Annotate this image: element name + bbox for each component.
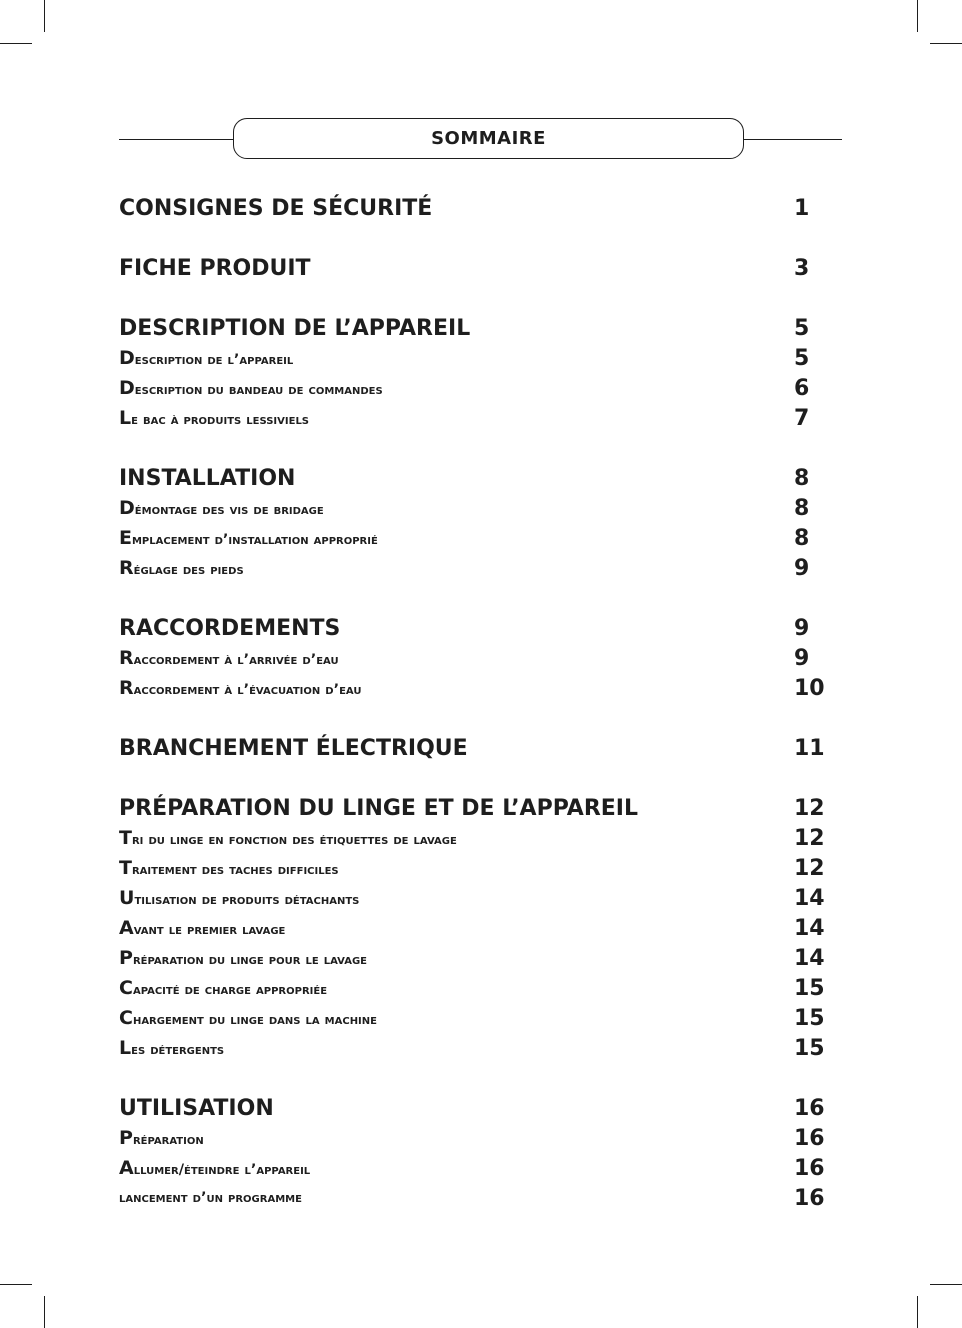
entry-page-number: 14: [794, 945, 825, 971]
section-page-number: 5: [794, 315, 810, 341]
section-title: BRANCHEMENT ÉLECTRIQUE: [119, 735, 468, 761]
page-title: SOMMAIRE: [233, 118, 744, 159]
section-page-number: 16: [794, 1095, 825, 1121]
crop-mark: [930, 1284, 962, 1285]
entry-page-number: 12: [794, 855, 825, 881]
entry-page-number: 14: [794, 915, 825, 941]
toc-section-heading[interactable]: [119, 313, 822, 343]
toc-section-heading[interactable]: [119, 463, 822, 493]
entry-page-number: 9: [794, 645, 810, 671]
entry-page-number: 10: [794, 675, 825, 701]
entry-page-number: 7: [794, 405, 810, 431]
toc-entry[interactable]: [119, 1123, 825, 1153]
table-of-contents: [119, 193, 825, 1243]
section-title: DESCRIPTION DE L’APPAREIL: [119, 315, 471, 341]
section-page-number: 3: [794, 255, 810, 281]
toc-section: [119, 793, 825, 1063]
toc-section-heading[interactable]: [119, 793, 825, 823]
entry-title: Description de l’appareil: [119, 347, 294, 369]
toc-section: [119, 1093, 825, 1213]
entry-title: Tri du linge en fonction des étiquettes de lavage: [119, 827, 457, 849]
toc-entry[interactable]: [119, 523, 822, 553]
section-title: PRÉPARATION DU LINGE ET DE L’APPAREIL: [119, 795, 639, 821]
entry-page-number: 14: [794, 885, 825, 911]
toc-section: [119, 253, 822, 283]
crop-mark: [917, 0, 918, 32]
entry-title: Capacité de charge appropriée: [119, 977, 328, 999]
toc-entry[interactable]: [119, 913, 825, 943]
entry-title: Traitement des taches difficiles: [119, 857, 339, 879]
crop-mark: [0, 43, 32, 44]
entry-page-number: 16: [794, 1155, 825, 1181]
entry-title: Le bac à produits lessiviels: [119, 407, 310, 429]
toc-entry[interactable]: [119, 493, 822, 523]
entry-page-number: 8: [794, 525, 810, 551]
entry-title: Réglage des pieds: [119, 557, 244, 579]
crop-mark: [0, 1284, 32, 1285]
section-page-number: 9: [794, 615, 810, 641]
entry-page-number: 16: [794, 1185, 825, 1211]
entry-title: Chargement du linge dans la machine: [119, 1007, 377, 1029]
section-page-number: 1: [794, 195, 810, 221]
entry-title: Les détergents: [119, 1037, 225, 1059]
entry-title: Allumer/éteindre l’appareil: [119, 1157, 311, 1179]
section-title: FICHE PRODUIT: [119, 255, 311, 281]
toc-section: [119, 613, 825, 703]
toc-entry[interactable]: [119, 823, 825, 853]
section-title: CONSIGNES DE SÉCURITÉ: [119, 195, 433, 221]
toc-section: [119, 733, 825, 763]
toc-section-heading[interactable]: [119, 253, 822, 283]
entry-page-number: 8: [794, 495, 810, 521]
entry-page-number: 15: [794, 1035, 825, 1061]
toc-section-heading[interactable]: [119, 1093, 825, 1123]
toc-entry[interactable]: [119, 553, 822, 583]
entry-page-number: 15: [794, 975, 825, 1001]
entry-title: Raccordement à l’arrivée d’eau: [119, 647, 339, 669]
toc-section-heading[interactable]: [119, 733, 825, 763]
toc-entry[interactable]: [119, 373, 822, 403]
entry-title: Utilisation de produits détachants: [119, 887, 360, 909]
toc-entry[interactable]: [119, 403, 822, 433]
entry-page-number: 5: [794, 345, 810, 371]
toc-entry[interactable]: [119, 943, 825, 973]
toc-entry[interactable]: [119, 1153, 825, 1183]
toc-section: [119, 463, 822, 583]
toc-section-heading[interactable]: [119, 193, 822, 223]
toc-section: [119, 313, 822, 433]
entry-title: Préparation: [119, 1127, 204, 1149]
entry-page-number: 12: [794, 825, 825, 851]
entry-title: lancement d’un programme: [119, 1190, 302, 1206]
crop-mark: [44, 0, 45, 32]
entry-page-number: 6: [794, 375, 810, 401]
entry-title: Description du bandeau de commandes: [119, 377, 383, 399]
toc-section-heading[interactable]: [119, 613, 822, 643]
toc-entry[interactable]: [119, 973, 825, 1003]
entry-page-number: 16: [794, 1125, 825, 1151]
entry-title: Démontage des vis de bridage: [119, 497, 324, 519]
section-page-number: 8: [794, 465, 810, 491]
title-rule-left: [119, 139, 233, 140]
section-title: UTILISATION: [119, 1095, 274, 1121]
section-page-number: 11: [794, 735, 825, 761]
section-title: RACCORDEMENTS: [119, 615, 341, 641]
crop-mark: [930, 43, 962, 44]
toc-entry[interactable]: [119, 1003, 825, 1033]
section-title: INSTALLATION: [119, 465, 296, 491]
toc-entry[interactable]: [119, 343, 822, 373]
crop-mark: [44, 1296, 45, 1328]
toc-entry[interactable]: [119, 1183, 825, 1213]
toc-section: [119, 193, 822, 223]
section-page-number: 12: [794, 795, 825, 821]
entry-title: Emplacement d’installation approprié: [119, 527, 378, 549]
toc-entry[interactable]: [119, 673, 825, 703]
entry-title: Avant le premier lavage: [119, 917, 286, 939]
crop-mark: [917, 1296, 918, 1328]
toc-entry[interactable]: [119, 1033, 825, 1063]
toc-entry[interactable]: [119, 883, 825, 913]
entry-title: Raccordement à l’évacuation d’eau: [119, 677, 362, 699]
toc-entry[interactable]: [119, 853, 825, 883]
entry-page-number: 9: [794, 555, 810, 581]
toc-entry[interactable]: [119, 643, 822, 673]
title-rule-right: [744, 139, 842, 140]
entry-page-number: 15: [794, 1005, 825, 1031]
entry-title: Préparation du linge pour le lavage: [119, 947, 367, 969]
